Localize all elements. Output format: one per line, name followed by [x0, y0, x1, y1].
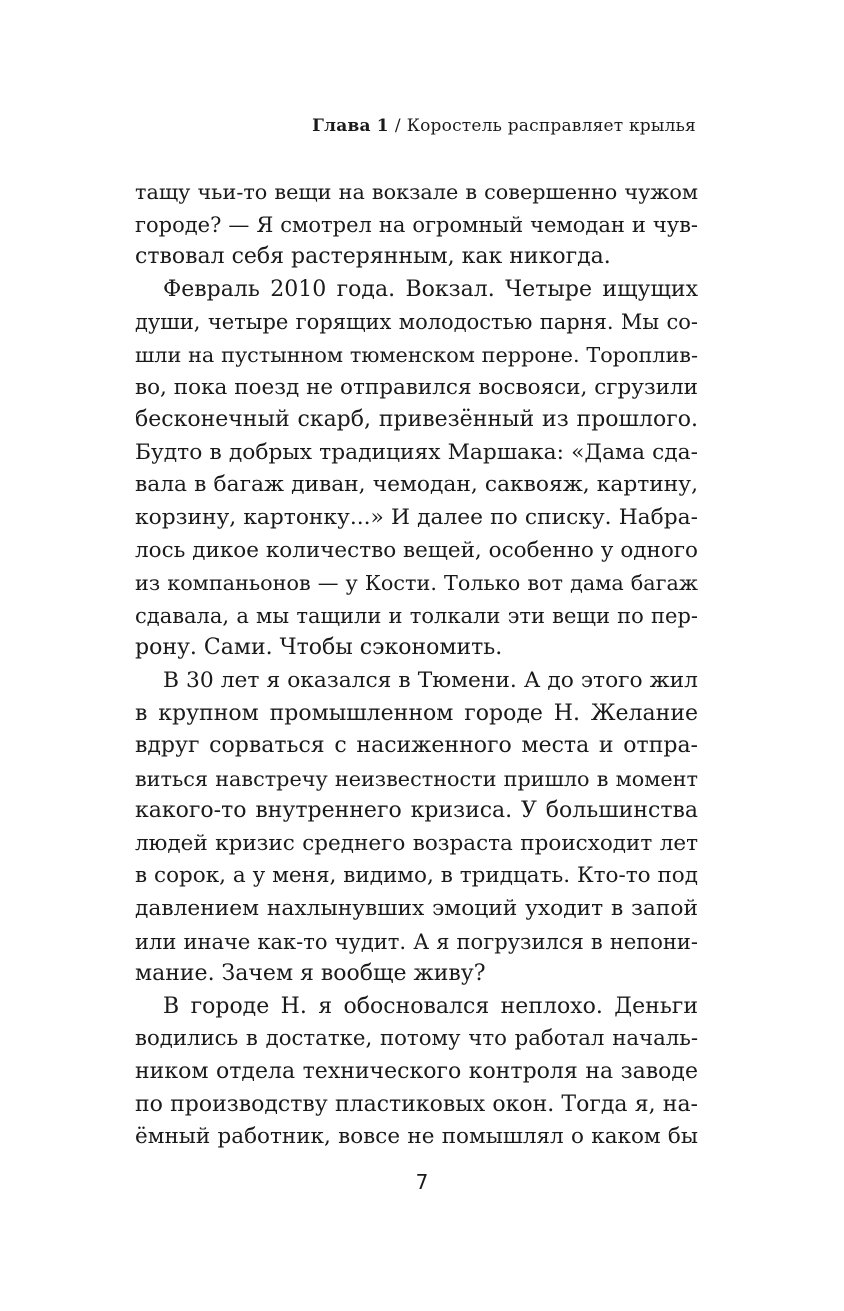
page-number: 7: [415, 1170, 429, 1194]
paragraph: [135, 991, 698, 1154]
text-line: виться навстречу неизвестности пришло в момент: [135, 766, 698, 791]
text-line: какого-то внутреннего кризиса. У большинства: [135, 798, 698, 824]
text-line: водились в достатке, потому что работал началь-: [135, 1026, 698, 1052]
text-line: давлением нахлынувших эмоций уходит в запой: [135, 896, 698, 922]
text-line: В городе Н. я обосновался неплохо. Деньги: [163, 993, 698, 1019]
text-line: души, четыре горящих молодостью парня. Мы со-: [135, 310, 698, 335]
paragraph: [135, 274, 698, 665]
paragraph: [135, 665, 698, 991]
header-separator: /: [394, 116, 401, 136]
text-line: ствовал себя растерянным, как никогда.: [135, 244, 611, 270]
text-line: Будто в добрых традициях Маршака: «Дама сда-: [135, 439, 698, 465]
text-line: из компаньонов — у Кости. Только вот дама багаж: [135, 571, 698, 596]
text-line: вала в багаж диван, чемодан, саквояж, картину,: [135, 472, 698, 498]
text-line: людей кризис среднего возраста происходит лет: [135, 830, 698, 856]
text-line: или иначе как-то чудит. А я погрузился в непони-: [135, 929, 698, 954]
text-line: мание. Зачем я вообще живу?: [135, 961, 486, 987]
text-line: рону. Сами. Чтобы сэкономить.: [135, 635, 503, 661]
text-line: городе? — Я смотрел на огромный чемодан и чув-: [135, 212, 698, 237]
text-line: шли на пустынном тюменском перроне. Тороплив-: [135, 342, 698, 367]
text-line: в крупном промышленном городе Н. Желание: [135, 700, 698, 726]
chapter-label: Глава 1: [312, 116, 389, 136]
body-text: [135, 176, 698, 1154]
text-line: лось дикое количество вещей, особенно у одного: [135, 537, 698, 563]
running-header: [312, 116, 696, 136]
text-line: ёмный работник, вовсе не помышлял о каком бы: [135, 1124, 698, 1150]
text-line: во, пока поезд не отправился восвояси, сгрузили: [135, 374, 698, 400]
text-line: Февраль 2010 года. Вокзал. Четыре ищущих: [163, 276, 698, 302]
text-line: бесконечный скарб, привезённый из прошлого.: [135, 407, 698, 433]
text-line: тащу чьи-то вещи на вокзале в совершенно чужом: [135, 180, 698, 204]
text-line: В 30 лет я оказался в Тюмени. А до этого жил: [163, 667, 698, 693]
chapter-title: Коростель расправляет крылья: [406, 116, 696, 136]
text-line: вдруг сорваться с насиженного места и отпра-: [135, 733, 698, 759]
paragraph: [135, 176, 698, 274]
text-line: по производству пластиковых окон. Тогда я, на-: [135, 1091, 698, 1117]
text-line: в сорок, а у меня, видимо, в тридцать. Кто-то под: [135, 863, 698, 889]
text-line: ником отдела технического контроля на заводе: [135, 1059, 698, 1085]
text-line: корзину, картонку...» И далее по списку. Набра-: [135, 504, 698, 530]
text-line: сдавала, а мы тащили и толкали эти вещи по пер-: [135, 603, 698, 628]
